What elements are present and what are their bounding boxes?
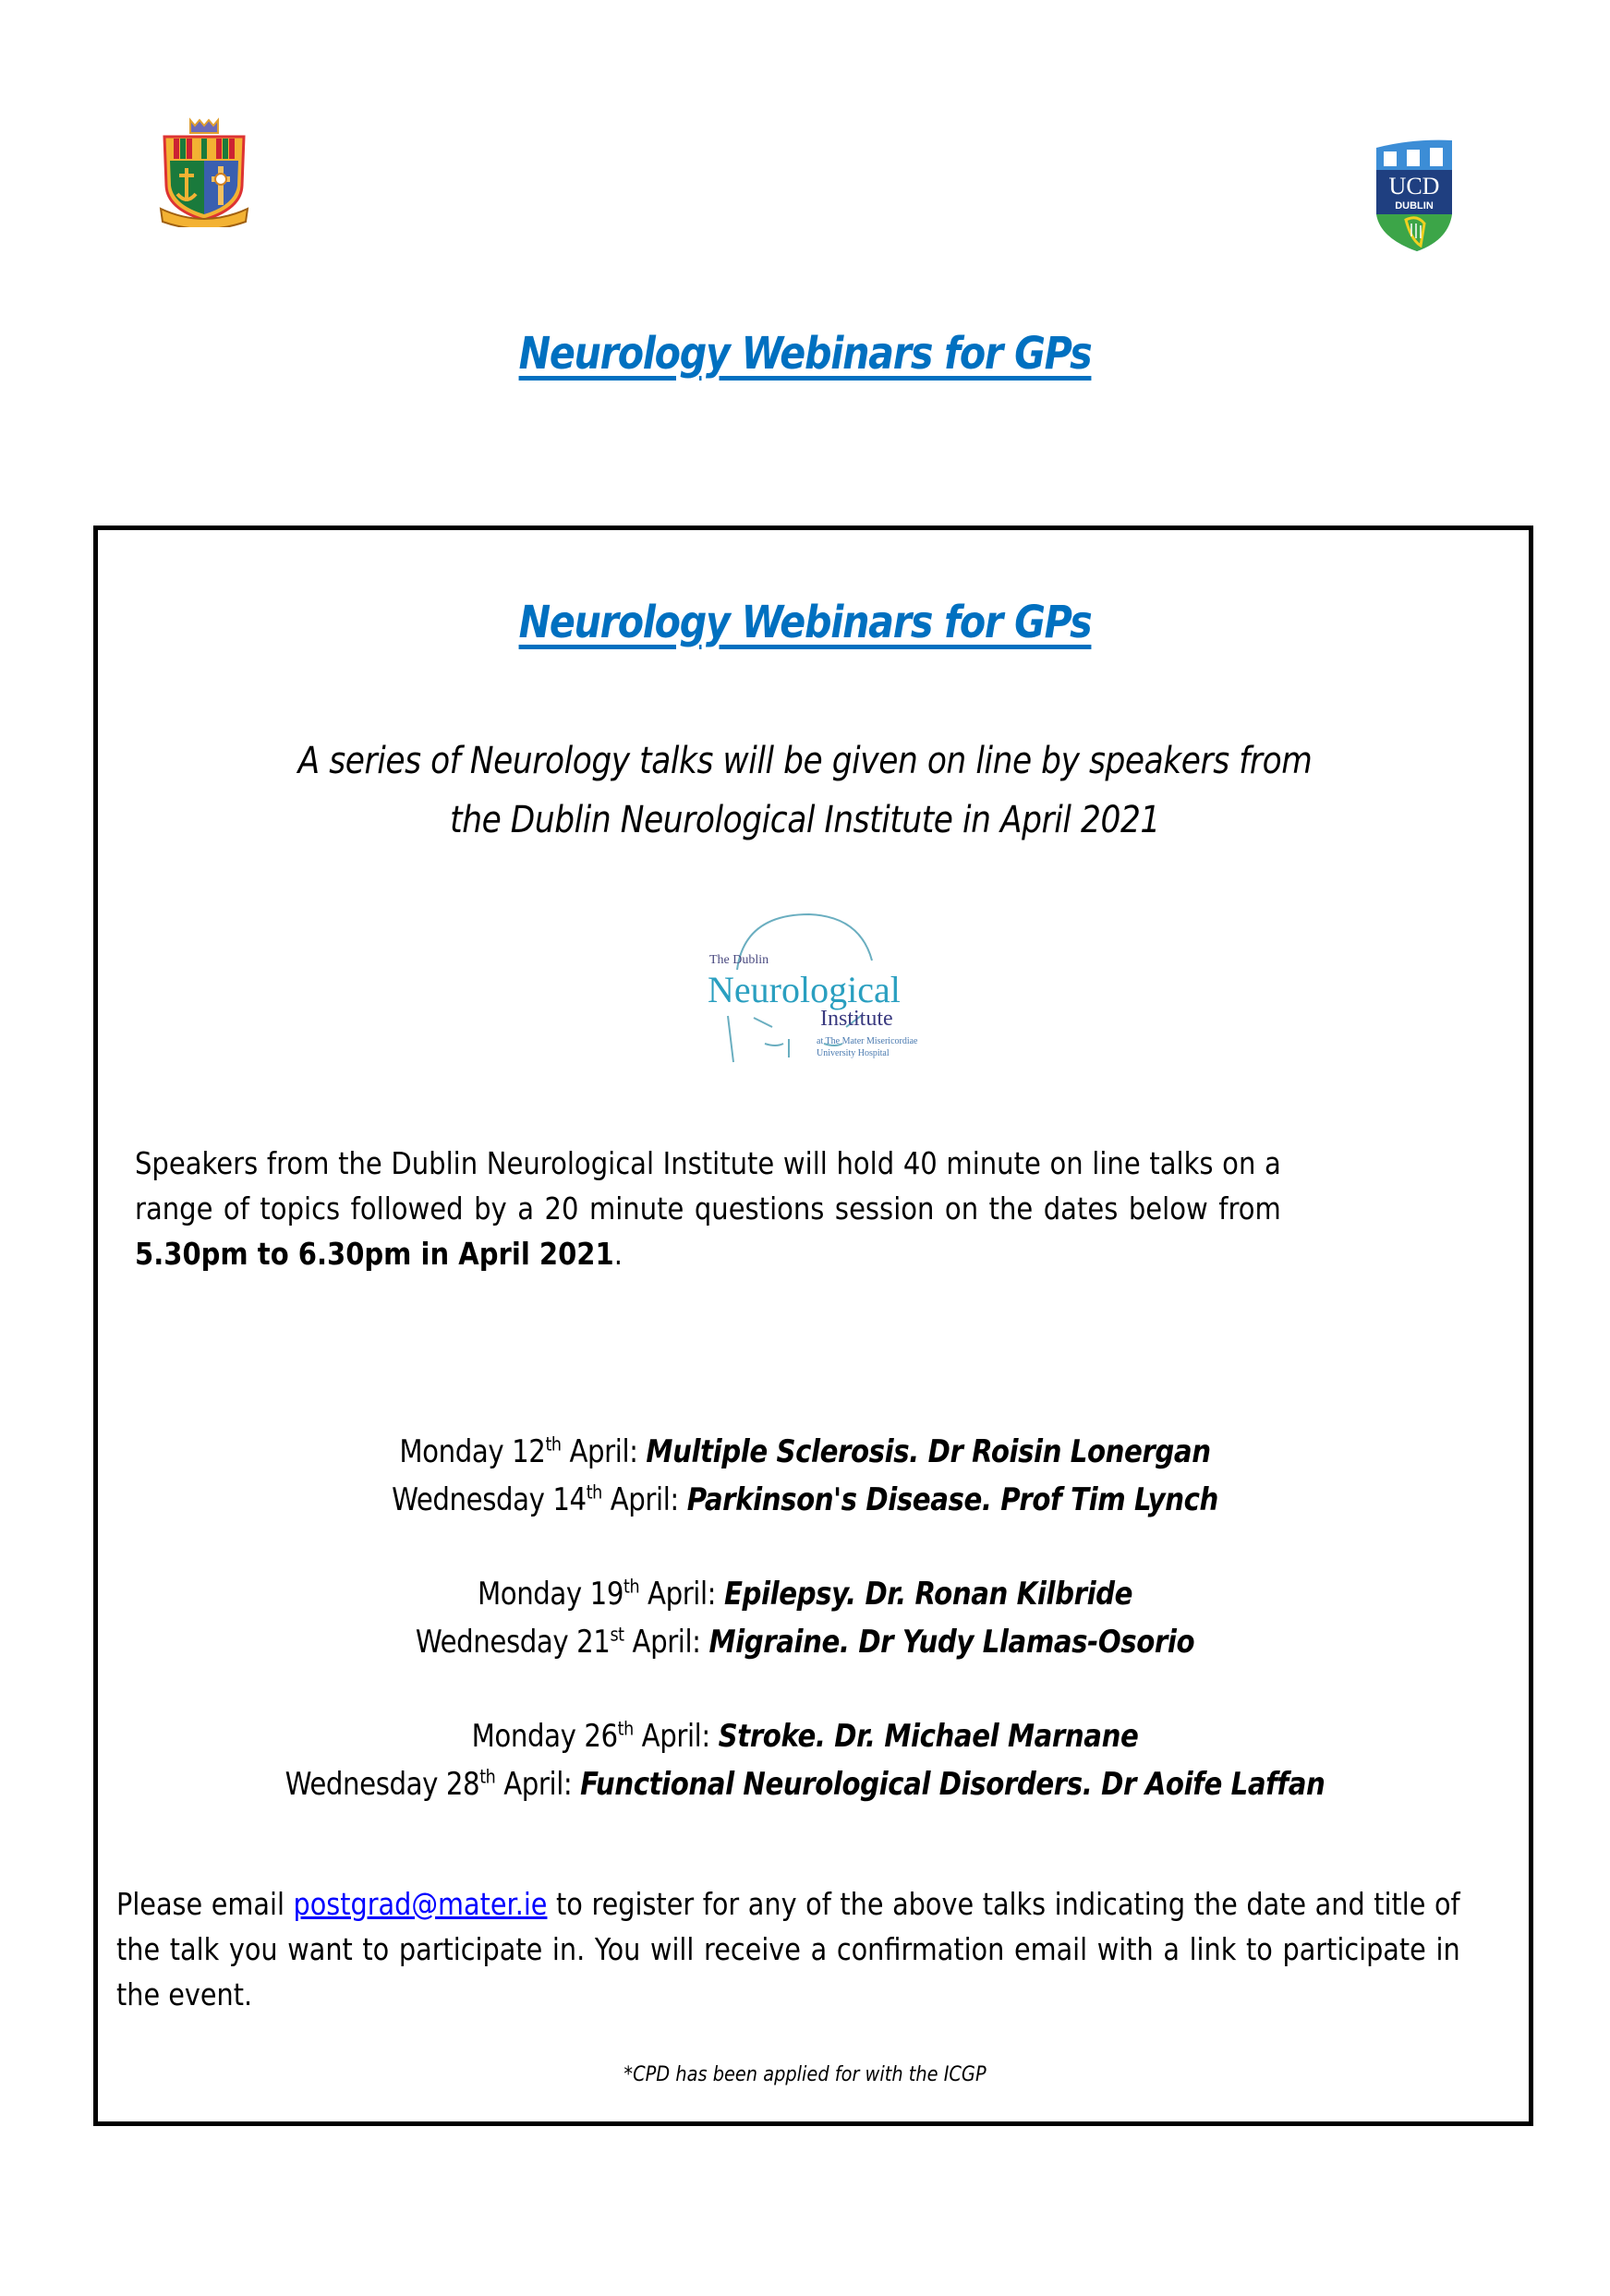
crest-icon bbox=[153, 116, 255, 227]
schedule-item bbox=[113, 1760, 1497, 1808]
date-suffix: st bbox=[610, 1623, 624, 1646]
schedule-talk: Functional Neurological Disorders. Dr Aoife Laffan bbox=[580, 1766, 1326, 1803]
email-link[interactable]: postgrad@mater.ie bbox=[293, 1886, 548, 1922]
mater-crest-logo bbox=[153, 116, 255, 232]
schedule-month: April: bbox=[639, 1576, 724, 1613]
intro-paragraph bbox=[135, 1141, 1281, 1276]
date-suffix: th bbox=[479, 1765, 496, 1788]
register-paragraph bbox=[116, 1881, 1460, 2017]
date-suffix: th bbox=[623, 1575, 640, 1598]
page-title: Neurology Webinars for GPs bbox=[518, 328, 1092, 380]
logo-line-4: at The Mater Misericordiae bbox=[817, 1036, 918, 1046]
schedule-talk: Parkinson's Disease. Prof Tim Lynch bbox=[686, 1481, 1218, 1518]
logo-line-2: Neurological bbox=[708, 969, 901, 1010]
schedule-talk: Migraine. Dr Yudy Llamas-Osorio bbox=[708, 1624, 1195, 1661]
schedule-month: April: bbox=[601, 1481, 687, 1518]
schedule-date: Monday 26 bbox=[471, 1718, 618, 1755]
subtitle-line-2: the Dublin Neurological Institute in April 2021 bbox=[450, 799, 1160, 841]
schedule-date: Wednesday 21 bbox=[415, 1624, 611, 1661]
logo-line-1: The Dublin bbox=[709, 953, 769, 967]
intro-end: . bbox=[613, 1236, 623, 1272]
logo-line-3: Institute bbox=[820, 1007, 893, 1031]
subtitle-line-1: A series of Neurology talks will be given on line by speakers from bbox=[297, 740, 1313, 782]
register-text-before: Please email bbox=[116, 1886, 294, 1922]
schedule-month: April: bbox=[495, 1766, 581, 1803]
schedule-date: Wednesday 28 bbox=[284, 1766, 480, 1803]
schedule-item bbox=[113, 1618, 1497, 1666]
ucd-shield-icon bbox=[1374, 139, 1454, 253]
schedule-month: April: bbox=[623, 1624, 709, 1661]
date-suffix: th bbox=[617, 1717, 634, 1740]
date-suffix: th bbox=[586, 1480, 602, 1504]
schedule-talk: Stroke. Dr. Michael Marnane bbox=[718, 1718, 1139, 1755]
ucd-dublin-logo bbox=[1374, 139, 1454, 258]
schedule-date: Monday 19 bbox=[477, 1576, 624, 1613]
schedule-month: April: bbox=[633, 1718, 719, 1755]
box-title: Neurology Webinars for GPs bbox=[518, 597, 1092, 648]
schedule-item bbox=[113, 1712, 1497, 1760]
schedule-month: April: bbox=[561, 1433, 647, 1470]
svg-text:DUBLIN: DUBLIN bbox=[1395, 200, 1434, 211]
intro-text: Speakers from the Dublin Neurological Institute will hold 40 minute on line talks on a range of topics followed by a 20 minute questions session on the dates below from bbox=[135, 1145, 1281, 1227]
register-text-after: to register for any of the above talks indicating the date and title of the talk you want to participate in. You will receive a confirmation email with a link to participate in the event. bbox=[116, 1886, 1460, 2012]
cpd-footnote: *CPD has been applied for with the ICGP bbox=[623, 2063, 987, 2086]
schedule-talk: Multiple Sclerosis. Dr Roisin Lonergan bbox=[646, 1433, 1211, 1470]
intro-time-bold: 5.30pm to 6.30pm in April 2021 bbox=[135, 1236, 614, 1272]
dublin-neurological-institute-logo bbox=[698, 905, 948, 1071]
logo-line-5: University Hospital bbox=[817, 1048, 890, 1058]
schedule-item bbox=[113, 1428, 1497, 1476]
schedule-item bbox=[113, 1570, 1497, 1618]
schedule-talk: Epilepsy. Dr. Ronan Kilbride bbox=[723, 1576, 1133, 1613]
schedule-item bbox=[113, 1476, 1497, 1524]
date-suffix: th bbox=[545, 1432, 562, 1456]
schedule-date: Wednesday 14 bbox=[392, 1481, 587, 1518]
schedule-date: Monday 12 bbox=[399, 1433, 546, 1470]
svg-text:UCD: UCD bbox=[1388, 173, 1440, 199]
